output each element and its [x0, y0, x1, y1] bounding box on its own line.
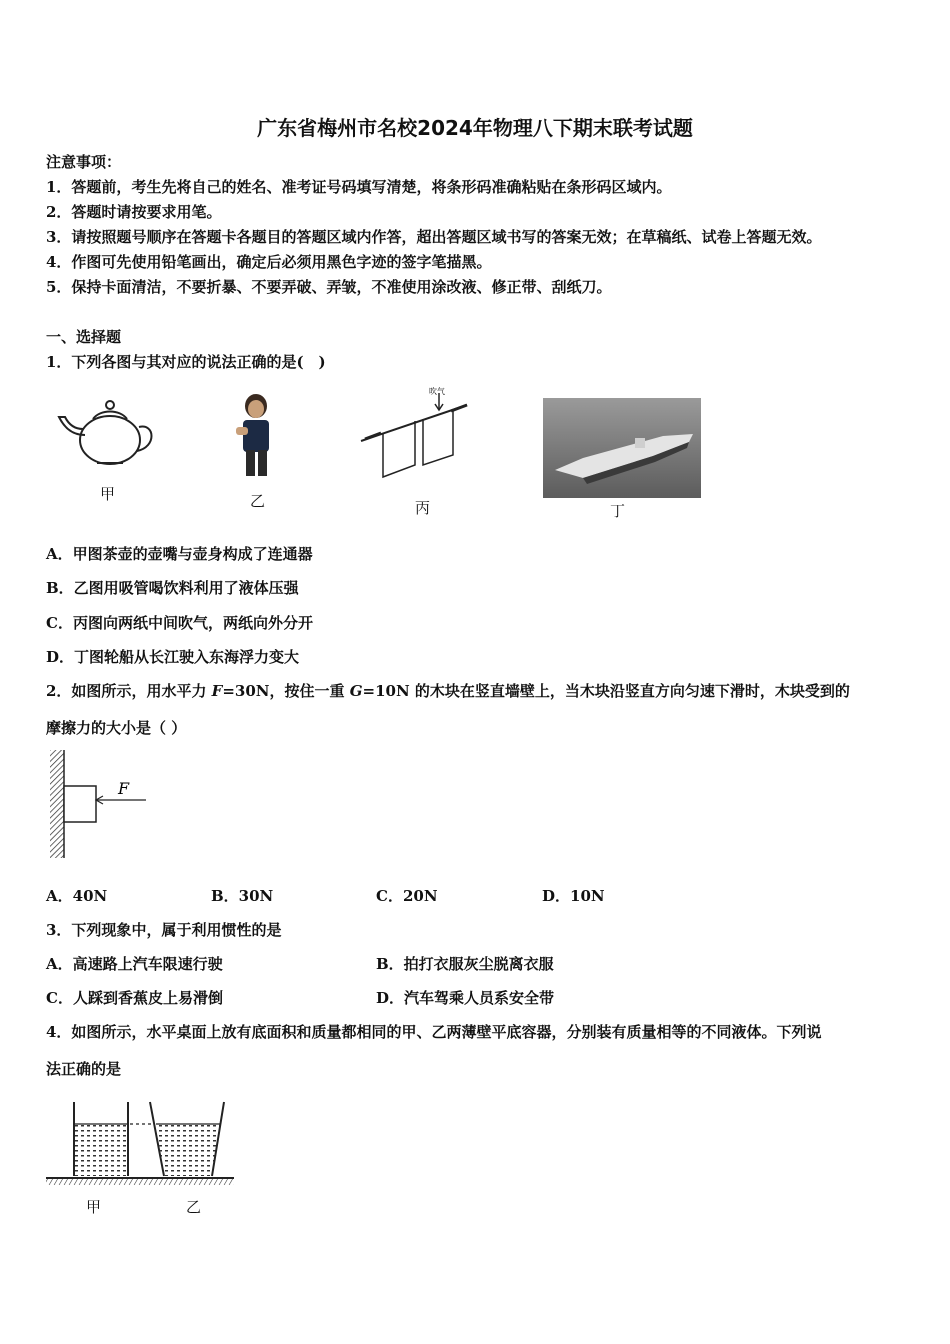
teapot-figure — [55, 395, 160, 470]
q2-stem-line2: 摩擦力的大小是（ ） — [46, 719, 187, 737]
q4-label-jia: 甲 — [86, 1198, 102, 1216]
q3-option-c: C．人踩到香蕉皮上易滑倒 — [46, 989, 223, 1007]
q2-stem-line1: 2．如图所示，用水平力 F=30N，按住一重 G=10N 的木块在竖直墙壁上，当木块沿竖直方向匀速下滑时，木块受到的 — [46, 682, 850, 700]
ship-photo-figure — [543, 398, 701, 498]
q2-option-c: C．20N — [376, 887, 438, 905]
q1-stem: 1．下列各图与其对应的说法正确的是( ) — [46, 353, 326, 371]
notice-item: 3．请按照题号顺序在答题卡各题目的答题区域内作答，超出答题区域书写的答案无效；在草稿纸、试卷上答题无效。 — [46, 228, 822, 246]
notice-heading: 注意事项： — [46, 153, 122, 171]
block-on-wall-figure — [46, 748, 156, 860]
notice-item: 4．作图可先使用铅笔画出，确定后必须用黑色字迹的签字笔描黑。 — [46, 253, 492, 271]
q2-option-b: B．30N — [211, 887, 274, 905]
q3-stem: 3．下列现象中，属于利用惯性的是 — [46, 921, 282, 939]
page-title: 广东省梅州市名校2024年物理八下期末联考试题 — [257, 116, 693, 140]
q1-label-ding: 丁 — [610, 502, 626, 520]
q1-option-b: B．乙图用吸管喝饮料利用了液体压强 — [46, 579, 299, 597]
two-containers-figure — [44, 1098, 239, 1190]
q2-option-d: D．10N — [542, 887, 605, 905]
two-papers-figure — [355, 385, 480, 485]
q1-label-bing: 丙 — [415, 499, 431, 517]
q3-option-a: A．高速路上汽车限速行驶 — [46, 955, 223, 973]
q3-option-d: D．汽车驾乘人员系安全带 — [376, 989, 555, 1007]
notice-item: 2．答题时请按要求用笔。 — [46, 203, 222, 221]
q2-option-a: A．40N — [46, 887, 108, 905]
q1-option-d: D．丁图轮船从长江驶入东海浮力变大 — [46, 648, 300, 666]
q3-option-b: B．拍打衣服灰尘脱离衣服 — [376, 955, 554, 973]
q4-stem-line2: 法正确的是 — [46, 1060, 122, 1078]
notice-item: 5．保持卡面清洁，不要折暴、不要弄破、弄皱，不准使用涂改液、修正带、刮纸刀。 — [46, 278, 612, 296]
q4-stem-line1: 4．如图所示，水平桌面上放有底面积和质量都相同的甲、乙两薄壁平底容器，分别装有质量相等的不同液体。下列说 — [46, 1023, 822, 1041]
q1-option-a: A．甲图茶壶的壶嘴与壶身构成了连通器 — [46, 545, 313, 563]
q1-label-yi: 乙 — [250, 492, 266, 510]
blow-label: 吹气 — [429, 387, 445, 396]
boy-drinking-figure — [228, 392, 283, 482]
notice-item: 1．答题前，考生先将自己的姓名、准考证号码填写清楚，将条形码准确粘贴在条形码区域内。 — [46, 178, 672, 196]
force-label: F — [118, 779, 130, 798]
q4-label-yi: 乙 — [186, 1198, 202, 1216]
section-heading: 一、选择题 — [46, 328, 122, 346]
q1-label-jia: 甲 — [100, 485, 116, 503]
q1-option-c: C．丙图向两纸中间吹气，两纸向外分开 — [46, 614, 313, 632]
